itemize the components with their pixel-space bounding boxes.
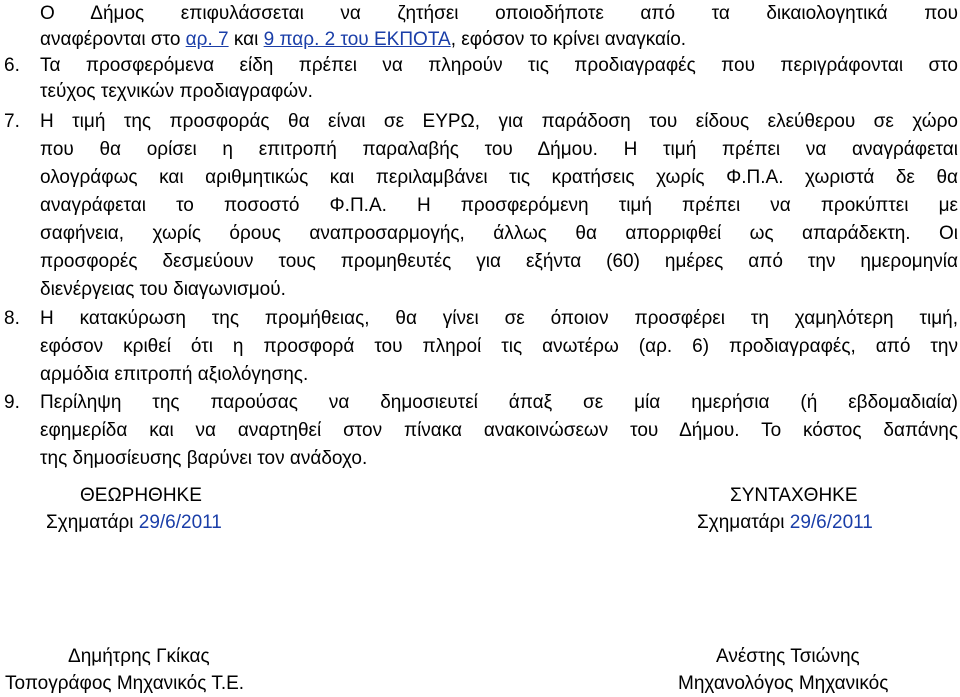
- item-9-line-2: εφημερίδα και να αναρτηθεί στον πίνακα ανακοινώσεων του Δήμου. Το κόστος δαπάνης: [40, 420, 958, 441]
- item-9-line-1: Περίληψη της παρούσας να δημοσιευτεί άπαξ σε μία ημερήσια (ή εβδομαδιαία): [40, 392, 958, 413]
- right-sig-place: Σχηματάρι: [697, 512, 790, 533]
- right-sig-date-line: [697, 510, 873, 536]
- item-6-number: 6.: [4, 55, 20, 76]
- item-7-line-3: ολογράφως και αριθμητικώς και περιλαμβάνει τις κρατήσεις χωρίς Φ.Π.Α. χωριστά δε θα: [40, 167, 958, 188]
- right-sig-title: Μηχανολόγος Μηχανικός: [678, 673, 889, 694]
- right-sig-name: Ανέστης Τσιώνης: [716, 646, 860, 667]
- left-sig-title: Τοπογράφος Μηχανικός Τ.Ε.: [5, 673, 245, 694]
- item-7-line-1: Η τιμή της προσφοράς θα είναι σε ΕΥΡΩ, για παράδοση του είδους ελεύθερου σε χώρο: [40, 111, 958, 132]
- item-9-number: 9.: [4, 392, 20, 413]
- left-sig-date-line: [46, 510, 222, 536]
- item-7-number: 7.: [4, 111, 20, 132]
- item-6-line-1: Τα προσφερόμενα είδη πρέπει να πληρούν τις προδιαγραφές που περιγράφονται στο: [40, 55, 958, 76]
- intro-text-a: αναφέρονται στο: [40, 29, 186, 50]
- item-8-line-1: Η κατακύρωση της προμήθειας, θα γίνει σε όποιον προσφέρει τη χαμηλότερη τιμή,: [40, 308, 958, 329]
- item-9-line-3: της δημοσίευσης βαρύνει τον ανάδοχο.: [40, 448, 368, 469]
- item-8-line-2: εφόσον κριθεί ότι η προσφορά του πληροί τις ανωτέρω (αρ. 6) προδιαγραφές, από την: [40, 336, 958, 357]
- intro-line-2: [40, 27, 958, 53]
- item-7-line-5: σαφήνεια, χωρίς όρους αναπροσαρμογής, άλλως θα απορριφθεί ως απαράδεκτη. Οι: [40, 223, 958, 244]
- item-7-line-2: που θα ορίσει η επιτροπή παραλαβής του Δήμου. Η τιμή πρέπει να αναγράφεται: [40, 139, 958, 160]
- left-sig-place: Σχηματάρι: [46, 512, 139, 533]
- right-sig-date: 29/6/2011: [789, 512, 873, 533]
- item-7-line-6: προσφορές δεσμεύουν τους προμηθευτές για εξήντα (60) ημέρες από την ημερομηνία: [40, 251, 958, 272]
- intro-text-b: και: [228, 29, 264, 50]
- left-sig-heading: ΘΕΩΡΗΘΗΚΕ: [80, 485, 202, 506]
- left-sig-date: 29/6/2011: [138, 512, 222, 533]
- ekpota-link[interactable]: 9 παρ. 2 του ΕΚΠΟΤΑ: [263, 29, 451, 50]
- right-sig-heading: ΣΥΝΤΑΧΘΗΚΕ: [730, 485, 858, 506]
- left-sig-name: Δημήτρης Γκίκας: [68, 646, 210, 667]
- intro-line-1: Ο Δήμος επιφυλάσσεται να ζητήσει οποιοδήποτε από τα δικαιολογητικά που: [40, 3, 958, 24]
- item-7-line-7: διενέργειας του διαγωνισμού.: [40, 279, 286, 300]
- intro-text-c: , εφόσον το κρίνει αναγκαίο.: [450, 29, 687, 50]
- article-7-link[interactable]: αρ. 7: [185, 29, 229, 50]
- item-8-number: 8.: [4, 308, 20, 329]
- item-8-line-3: αρμόδια επιτροπή αξιολόγησης.: [40, 364, 309, 385]
- item-6-line-2: τεύχος τεχνικών προδιαγραφών.: [40, 81, 313, 102]
- item-7-line-4: αναγράφεται το ποσοστό Φ.Π.Α. Η προσφερόμενη τιμή πρέπει να προκύπτει με: [40, 195, 958, 216]
